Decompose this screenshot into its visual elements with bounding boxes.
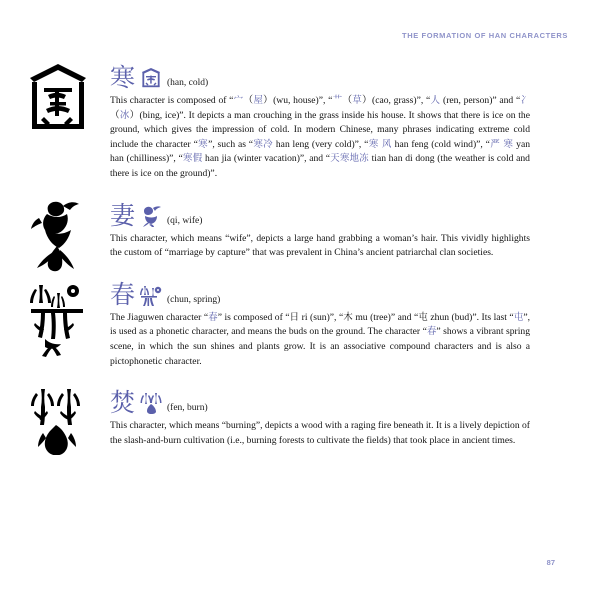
oracle-bone-han-icon <box>140 67 162 89</box>
oracle-bone-qi-icon <box>140 205 162 227</box>
entry-headline <box>110 279 530 307</box>
inline-chinese-term: 人 <box>430 95 441 106</box>
entry-headline <box>110 62 530 90</box>
inline-chinese-term: 寒 <box>197 138 209 150</box>
inline-chinese-term: 艹 <box>332 95 343 106</box>
inline-chinese-term: 冫 <box>520 95 530 106</box>
inline-chinese-term: 日 <box>289 311 300 323</box>
entry-list <box>110 62 530 459</box>
oracle-bone-chun-icon <box>140 284 162 306</box>
seal-script-chun-large-icon <box>18 279 98 357</box>
inline-chinese-term: 屯 <box>513 311 524 323</box>
inline-chinese-term: 木 <box>343 311 353 323</box>
inline-chinese-term: 草 <box>352 95 363 106</box>
romanization-label: (chun, spring) <box>167 294 221 305</box>
inline-chinese-term: 天寒地冻 <box>330 153 369 165</box>
seal-script-fen-large-icon <box>18 387 98 455</box>
entry-paragraph: This character, which means “wife”, depicts a large hand grabbing a woman’s hair. This vividly highlights the custom of “marriage by capture” that was prevalent in China’s ancient patriarchal clan societies. <box>110 232 530 259</box>
seal-script-qi-large-icon <box>18 200 98 272</box>
entry-headline <box>110 200 530 228</box>
entry-chun <box>110 279 530 369</box>
inline-chinese-term: 屯 <box>418 311 428 323</box>
hanzi-character: 寒 <box>110 63 136 92</box>
inline-chinese-term: 春 <box>208 311 218 323</box>
page-number: 87 <box>546 558 555 567</box>
inline-chinese-term: 宀 <box>233 95 244 106</box>
entry-paragraph: The Jiaguwen character “春” is composed of “日 ri (sun)”, “木 mu (tree)” and “屯 zhun (bud)”. Its last “屯”, is used as a phonetic character, and means the buds on the ground. The character “春” shows a vibrant spring scene, in which the sun shines and plants grow. It is an associative compound characters and is also a pictophonetic character. <box>110 311 530 367</box>
running-header: THE FORMATION OF HAN CHARACTERS <box>402 31 568 40</box>
romanization-label: (fen, burn) <box>167 403 208 414</box>
entry-headline <box>110 387 530 418</box>
hanzi-character: 春 <box>110 279 136 309</box>
romanization-label: (han, cold) <box>167 78 209 88</box>
entry-qi <box>110 200 530 261</box>
entry-fen <box>110 387 530 448</box>
inline-chinese-term: 春 <box>426 326 437 338</box>
seal-script-han-large-icon <box>18 62 98 132</box>
oracle-bone-fen-icon <box>140 392 162 414</box>
entry-han <box>110 62 530 182</box>
inline-chinese-term: 寒假 <box>182 153 203 165</box>
hanzi-character: 妻 <box>110 200 136 230</box>
romanization-label: (qi, wife) <box>167 215 203 226</box>
inline-chinese-term: 冰 <box>119 109 130 121</box>
entry-paragraph: This character is composed of “宀（屋）(wu, house)”, “艹（草）(cao, grass)”, “人 (ren, person)” and “冫（冰）(bing, ice)”. It depicts a man crouching in the grass inside his house. It shows that there is ice on the ground, which gives the impression of cold. In modern Chinese, many phrases indicating extreme cold include the character “寒”, such as “寒冷 han leng (very cold)”, “寒 风 han feng (cold wind)”, “严 寒 yan han (chilliness)”, “寒假 han jia (winter vacation)”, and “天寒地冻 tian han di dong (the weather is cold and there is ice on the ground)”. <box>110 95 531 179</box>
hanzi-character: 焚 <box>110 388 136 418</box>
inline-chinese-term: 寒冷 <box>253 138 274 150</box>
inline-chinese-term: 严 寒 <box>489 138 514 150</box>
inline-chinese-term: 屋 <box>253 95 264 106</box>
entry-paragraph: This character, which means “burning”, depicts a wood with a raging fire beneath it. It is a lively depiction of the slash-and-burn cultivation (i.e., burning forests to cultivate the fields) that took place in ancient times. <box>110 420 531 446</box>
inline-chinese-term: 寒 风 <box>368 138 392 150</box>
